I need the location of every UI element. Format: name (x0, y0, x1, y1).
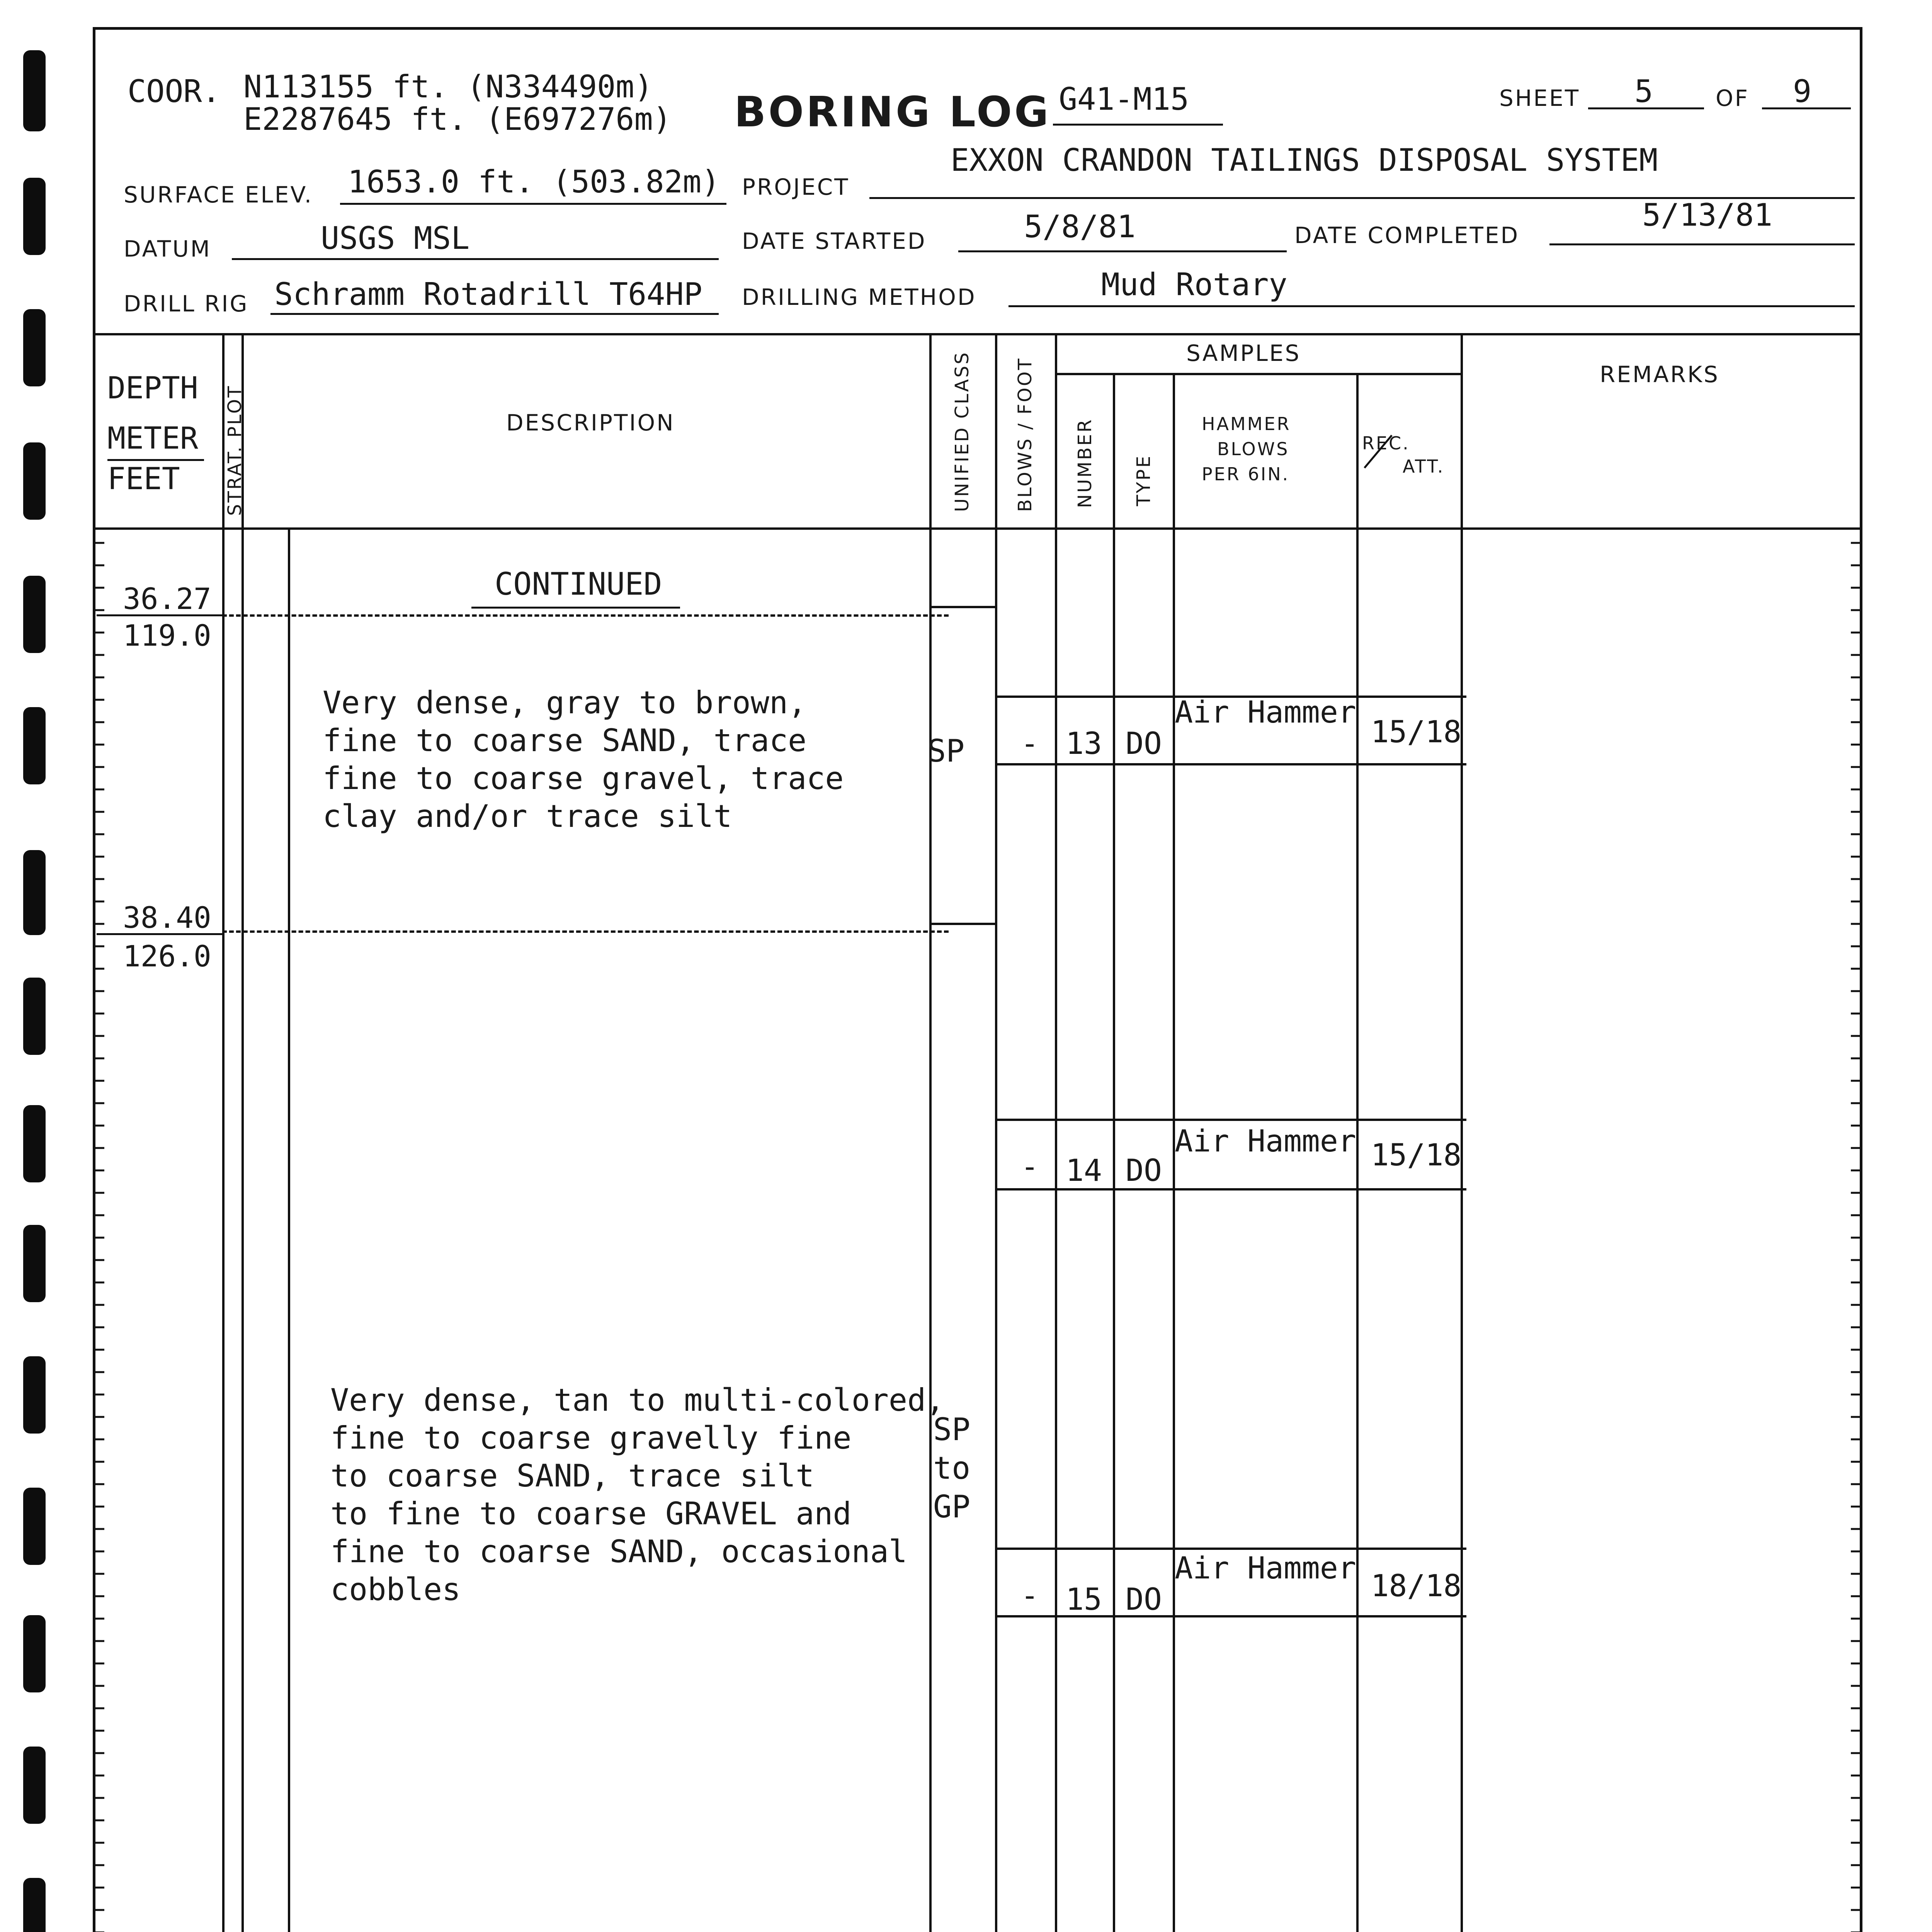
drill-rig-label: DRILL RIG (124, 291, 249, 317)
col-meter: METER (107, 421, 198, 456)
sheet-label: SHEET (1499, 85, 1580, 111)
stratum-description-1: Very dense, gray to brown, fine to coarse SAND, trace fine to coarse gravel, trace clay and/or trace silt (323, 685, 844, 834)
sheet-number: 5 (1634, 73, 1653, 109)
sheet-total: 9 (1793, 73, 1812, 109)
col-strat-plot: STRAT. PLOT (224, 384, 246, 516)
sample-type: DO (1126, 1153, 1162, 1188)
col-depth: DEPTH (107, 371, 198, 406)
project-name: EXXON CRANDON TAILINGS DISPOSAL SYSTEM (951, 142, 1658, 178)
col-description: DESCRIPTION (506, 410, 675, 436)
sample-blows: - (1020, 726, 1039, 761)
col-blows-foot: BLOWS / FOOT (1014, 357, 1036, 512)
sample-number: 13 (1066, 726, 1102, 761)
project-label: PROJECT (742, 174, 850, 200)
drilling-method-label: DRILLING METHOD (742, 284, 976, 310)
drilling-method: Mud Rotary (1101, 267, 1287, 303)
boundary-2-feet: 126.0 (123, 939, 211, 973)
date-started: 5/8/81 (1024, 209, 1136, 245)
col-hammer-1: HAMMER (1202, 413, 1291, 434)
col-remarks: REMARKS (1600, 361, 1719, 388)
sample-blows: - (1020, 1578, 1039, 1613)
unified-class-2: SP to GP (933, 1412, 971, 1525)
col-type: TYPE (1133, 454, 1155, 506)
sample-number: 14 (1066, 1153, 1102, 1188)
sample-hammer: Air Hammer (1175, 695, 1356, 730)
sample-type: DO (1126, 1582, 1162, 1617)
coor-label: COOR. (128, 73, 221, 109)
unified-class-1: SP (927, 733, 965, 769)
datum-value: USGS MSL (321, 220, 470, 256)
continued-top: CONTINUED (495, 566, 662, 602)
sample-type: DO (1126, 726, 1162, 761)
drill-rig: Schramm Rotadrill T64HP (274, 276, 702, 312)
col-hammer-2: BLOWS (1217, 439, 1289, 459)
stratum-description-2: Very dense, tan to multi-colored, fine to coarse gravelly fine to coarse SAND, trace silt to fine to coarse GRAVEL and fine to coarse SAND, occasional cobbles (330, 1382, 945, 1607)
header-divider (93, 333, 1862, 335)
col-feet: FEET (107, 462, 180, 497)
col-number: NUMBER (1074, 418, 1096, 508)
date-completed: 5/13/81 (1642, 197, 1773, 233)
coor-north: N113155 ft. (N334490m) (243, 69, 653, 105)
sample-rec-att: 15/18 (1371, 1138, 1462, 1173)
sample-number: 15 (1066, 1582, 1102, 1617)
col-rec: REC. (1362, 433, 1410, 454)
boundary-1-meter: 36.27 (123, 582, 211, 616)
col-samples: SAMPLES (1186, 340, 1301, 366)
boundary-1-feet: 119.0 (123, 618, 211, 653)
boundary-2-meter: 38.40 (123, 900, 211, 935)
page-title: BORING LOG (734, 88, 1051, 136)
date-started-label: DATE STARTED (742, 228, 927, 254)
sample-rec-att: 15/18 (1371, 715, 1462, 750)
coor-east: E2287645 ft. (E697276m) (243, 101, 672, 137)
datum-label: DATUM (124, 236, 211, 262)
boring-id: G41-M15 (1059, 81, 1189, 117)
sample-hammer: Air Hammer (1175, 1551, 1356, 1586)
sample-blows: - (1020, 1150, 1039, 1184)
sample-rec-att: 18/18 (1371, 1569, 1462, 1604)
col-hammer-3: PER 6IN. (1202, 464, 1290, 485)
col-unified-class: UNIFIED CLASS (951, 351, 973, 512)
of-label: OF (1716, 85, 1750, 111)
sample-hammer: Air Hammer (1175, 1124, 1356, 1159)
date-completed-label: DATE COMPLETED (1294, 222, 1520, 248)
surface-elev-label: SURFACE ELEV. (124, 182, 313, 208)
col-att: ATT. (1403, 456, 1445, 477)
surface-elev: 1653.0 ft. (503.82m) (348, 164, 720, 200)
